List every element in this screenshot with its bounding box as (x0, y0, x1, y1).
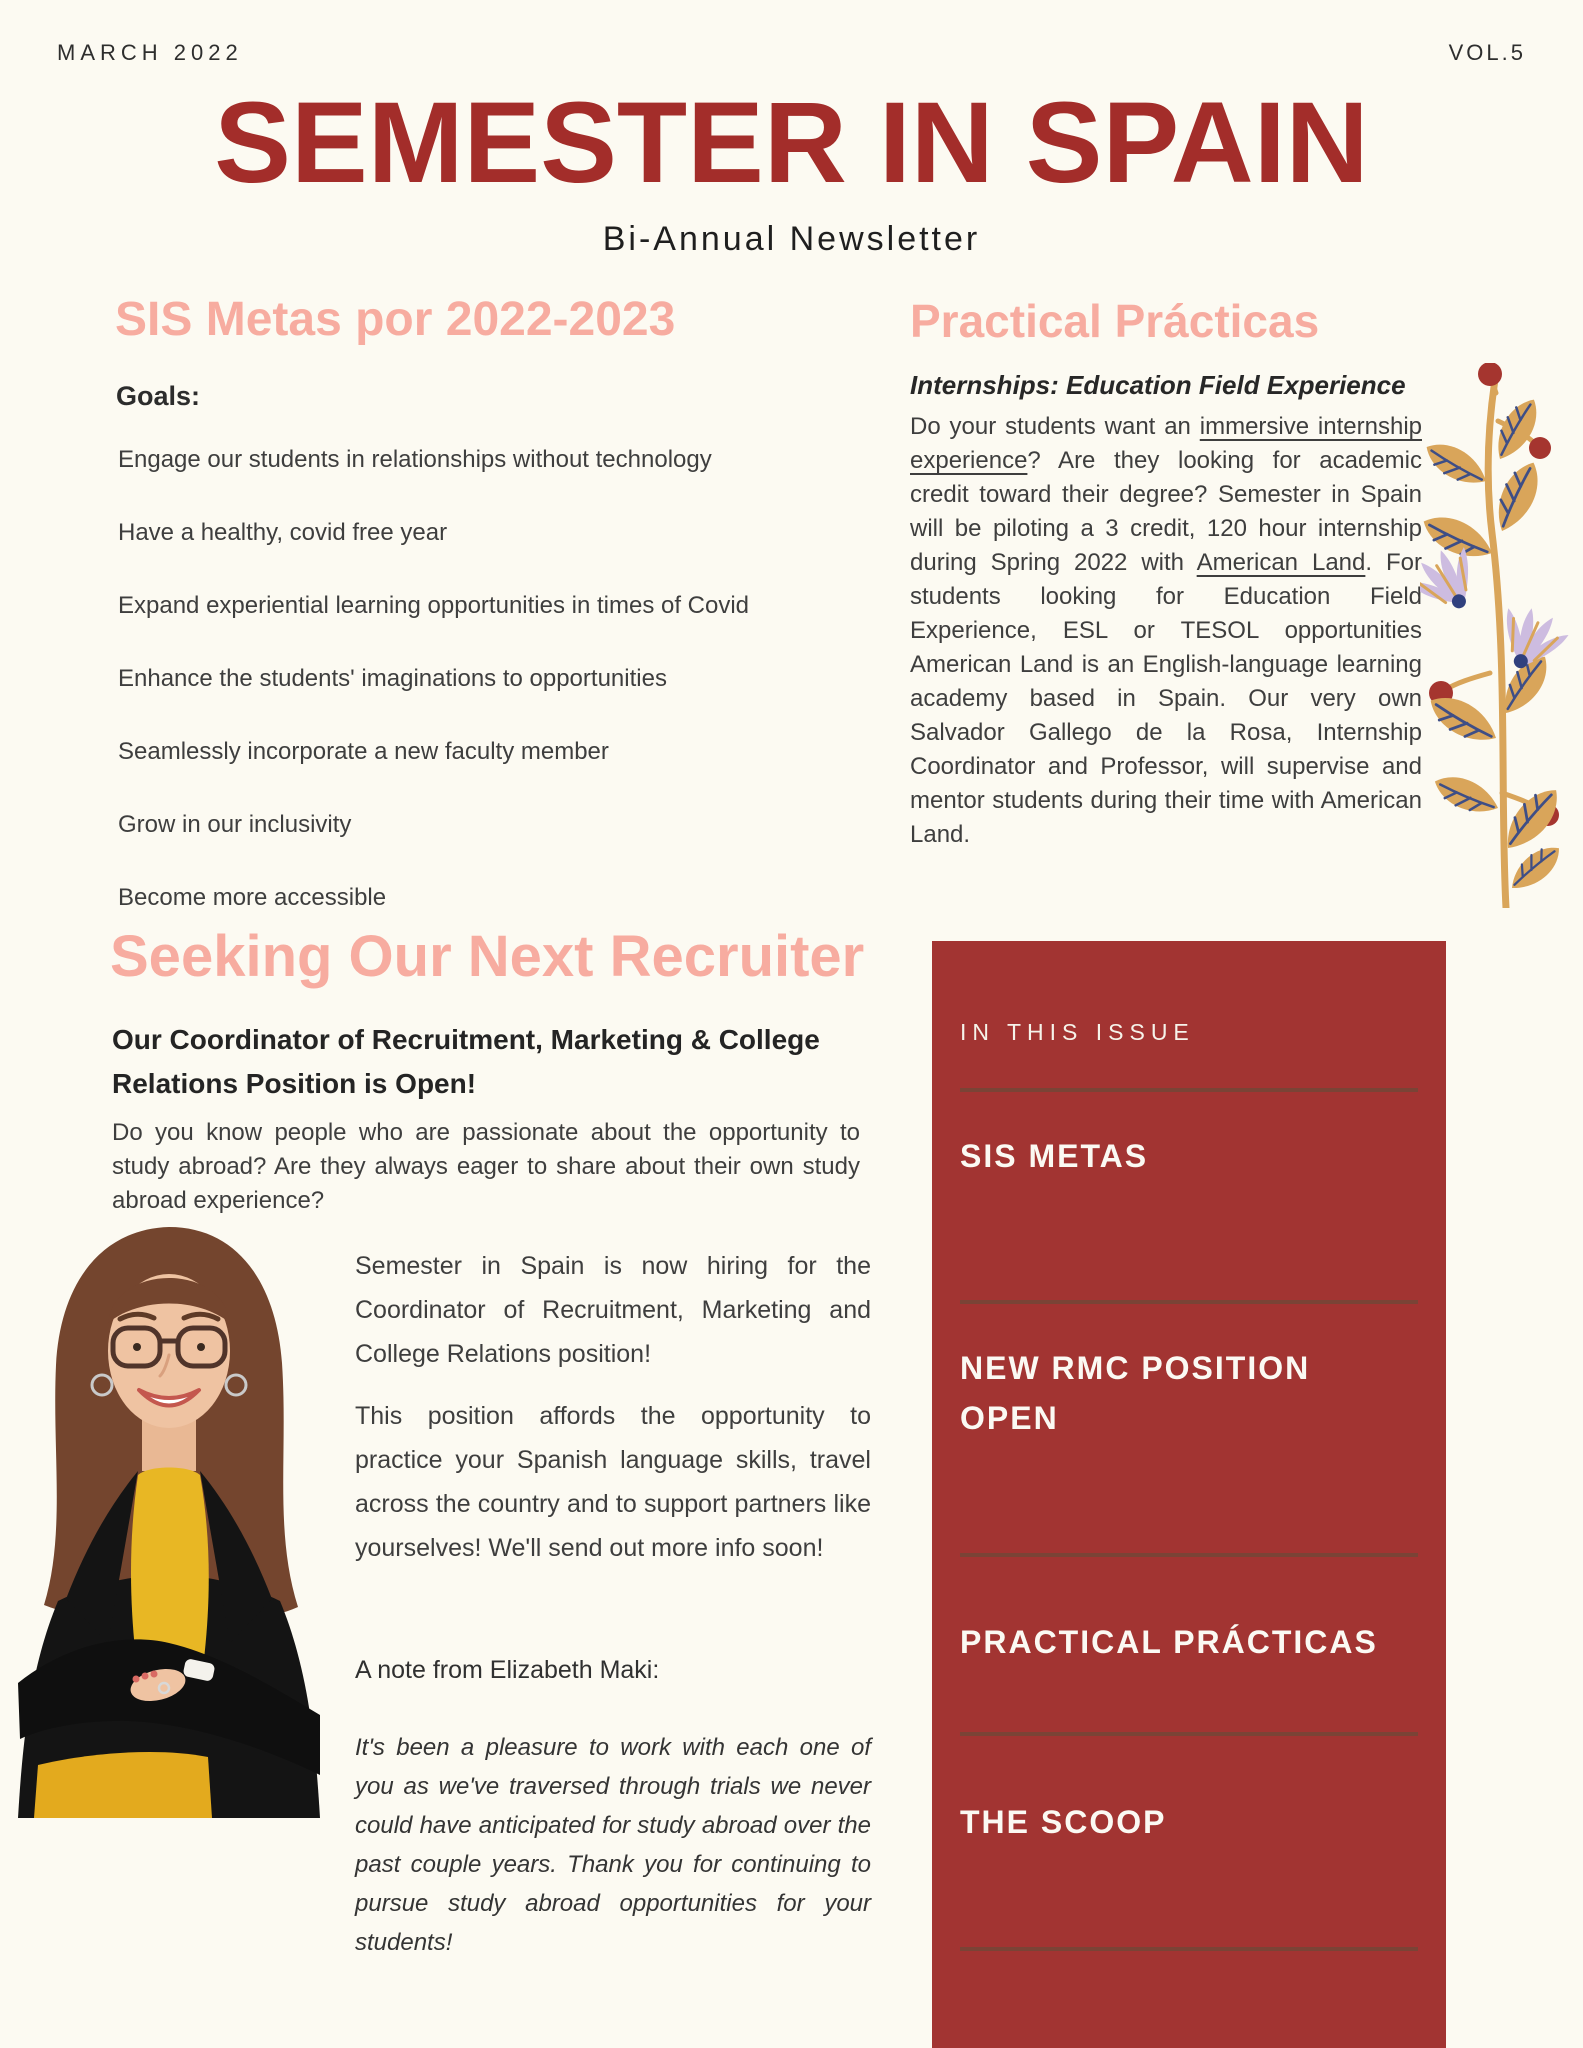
goals-label: Goals: (116, 381, 201, 411)
practical-practicas-heading: Practical Prácticas (910, 295, 1320, 347)
divider (960, 1553, 1418, 1557)
in-this-issue-label: IN THIS ISSUE (960, 1019, 1195, 1045)
goal-item: Expand experiential learning opportunities in times of Covid (118, 592, 750, 619)
divider (960, 1947, 1418, 1951)
note-label: A note from Elizabeth Maki: (355, 1656, 660, 1684)
sidebar-item-the-scoop[interactable]: THE SCOOP (960, 1804, 1167, 1840)
note-text: It's been a pleasure to work with each one of you as we've traversed through trials we never could have anticipated for study abroad over the past couple years. Thank you for continuing to pursue study abroad opportunities for your students! (355, 1734, 871, 1956)
paragraph-text: . For students looking for Education Field Experience, ESL or TESOL opportunities American Land is an English-language learning academy based in Spain. Our very own Salvador Gallego de la Rosa, Internship Coordinator and Professor, will supervise and mentor students during their time with American Land. (910, 549, 1422, 848)
underlined-link-text[interactable]: immersive internship experience (910, 413, 1422, 474)
newsletter-title: SEMESTER IN SPAIN (214, 79, 1369, 207)
goal-item: Enhance the students' imaginations to opportunities (118, 665, 667, 692)
recruiter-subheading: Our Coordinator of Recruitment, Marketing & College Relations Position is Open! (112, 1024, 820, 1099)
position-paragraph: This position affords the opportunity to practice your Spanish language skills, travel across the country and to support partners like yourselves! We'll send out more info soon! (355, 1402, 871, 1562)
paragraph-text: Do your students want an (910, 413, 1200, 440)
goal-item: Become more accessible (118, 884, 387, 911)
recruiter-intro-paragraph: Do you know people who are passionate about the opportunity to study abroad? Are they always eager to share about their own study abroad experience? (112, 1119, 860, 1214)
practical-practicas-paragraph (910, 410, 1422, 852)
internships-subheading: Internships: Education Field Experience (910, 370, 1406, 400)
underlined-link-text[interactable]: American Land (1196, 549, 1366, 576)
sidebar-item-sis-metas[interactable]: SIS METAS (960, 1138, 1149, 1174)
divider (960, 1088, 1418, 1092)
hiring-paragraph: Semester in Spain is now hiring for the Coordinator of Recruitment, Marketing and College Relations position! (355, 1252, 871, 1368)
newsletter-subtitle: Bi-Annual Newsletter (602, 220, 981, 258)
divider (960, 1300, 1418, 1304)
goal-item: Grow in our inclusivity (118, 811, 352, 838)
sidebar-item-new-rmc-position[interactable]: NEW RMC POSITION OPEN (960, 1350, 1311, 1436)
recruiter-heading: Seeking Our Next Recruiter (110, 924, 865, 989)
goal-item: Have a healthy, covid free year (118, 519, 448, 546)
divider (960, 1732, 1418, 1736)
goal-item: Engage our students in relationships without technology (118, 446, 712, 473)
issue-date: MARCH 2022 (57, 40, 243, 65)
sidebar-item-practical-practicas[interactable]: PRACTICAL PRÁCTICAS (960, 1624, 1378, 1660)
elizabeth-maki-photo (8, 1213, 330, 1818)
sis-metas-heading: SIS Metas por 2022-2023 (115, 293, 676, 346)
flower-illustration (1420, 363, 1580, 908)
paragraph-text: ? Are they looking for academic credit toward their degree? Semester in Spain will be piloting a 3 credit, 120 hour internship during Spring 2022 with (910, 447, 1422, 576)
goal-item: Seamlessly incorporate a new faculty member (118, 738, 609, 765)
in-this-issue-panel (932, 941, 1446, 2048)
volume-number: VOL.5 (1448, 40, 1526, 65)
